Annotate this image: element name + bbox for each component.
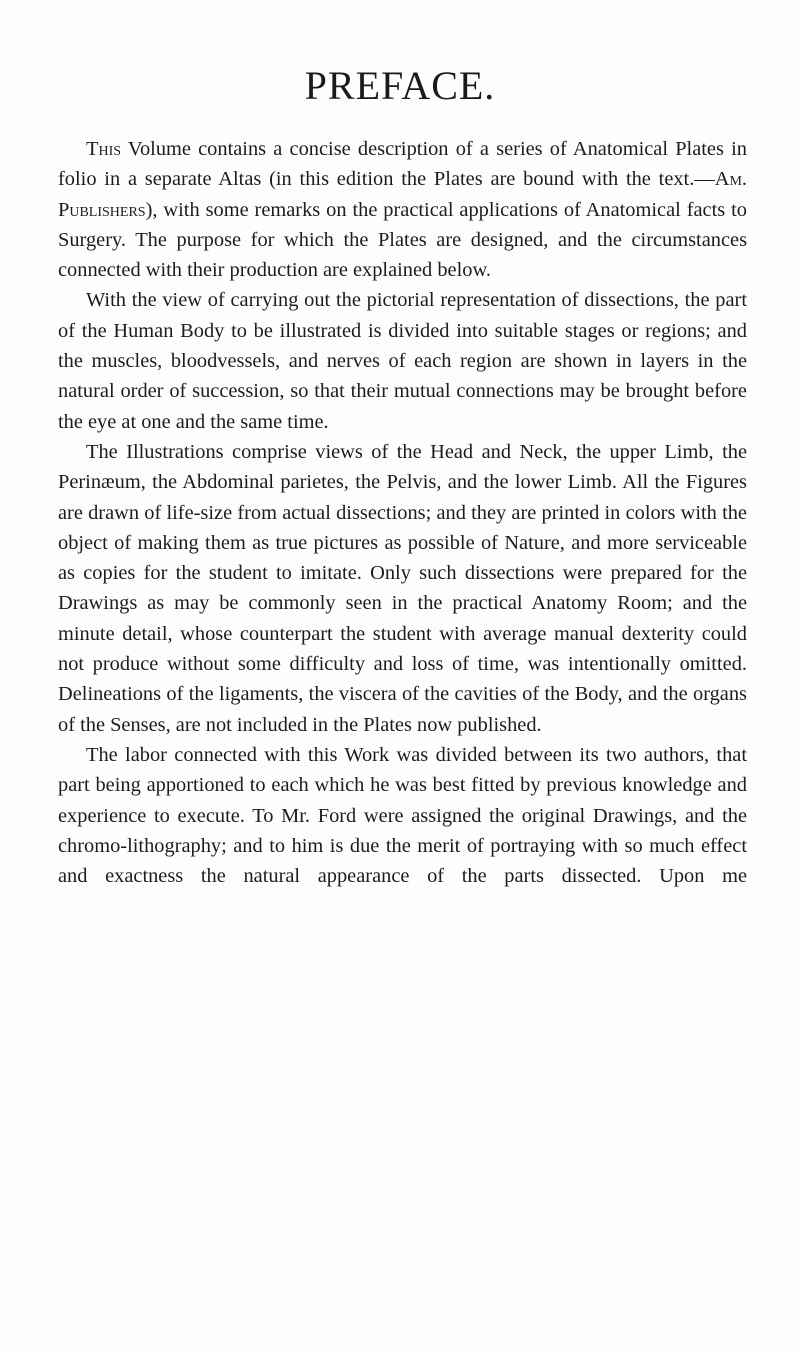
paragraph-4: The labor connected with this Work was divided between its two authors, that part being apportioned to each which he was best fitted by previous knowledge and experience to execute. To Mr. Ford were assigned the original Drawings, and the chromo-lithography; and to him is due the merit of portraying with so much effect and exactness the natural appearance of the parts dissected. Upon me bbox=[58, 743, 747, 888]
publishers-note: Am. Publishers bbox=[58, 168, 747, 221]
page-title: PREFACE. bbox=[304, 63, 496, 108]
preface-body bbox=[58, 134, 747, 891]
paragraph-1-tail: ), with some remarks on the practical applications of Anatomical facts to Surgery. The purpose for which the Plates are designed, and the circumstances connected with their production are explained below. bbox=[58, 198, 747, 282]
paragraph-1-text: Volume contains a concise description of a series of Anatomical Plates in folio in a separate Altas (in this edition the Plates are bound with the text.— bbox=[58, 138, 747, 191]
paragraph-3: The Illustrations comprise views of the Head and Neck, the upper Limb, the Perinæum, the Abdominal parietes, the Pelvis, and the lower Limb. All the Figures are drawn of life-size from actual dissections; and they are printed in colors with the object of making them as true pictures as possible of Nature, and more serviceable as copies for the student to imitate. Only such dissections were prepared for the Drawings as may be commonly seen in the practical Anatomy Room; and the minute detail, whose counterpart the student with average manual dexterity could not produce without some difficulty and loss of time, was intentionally omitted. Delineations of the ligaments, the viscera of the cavities of the Body, and the organs of the Senses, are not included in the Plates now published. bbox=[58, 440, 747, 736]
paragraph-1 bbox=[58, 134, 747, 285]
paragraph-2: With the view of carrying out the pictorial representation of dissections, the part of the Human Body to be illustrated is divided into suitable stages or regions; and the muscles, bloodvessels, and nerves of each region are shown in layers in the natural order of succession, so that their mutual connections may be brought before the eye at one and the same time. bbox=[58, 289, 747, 433]
lead-word: This bbox=[86, 138, 122, 160]
